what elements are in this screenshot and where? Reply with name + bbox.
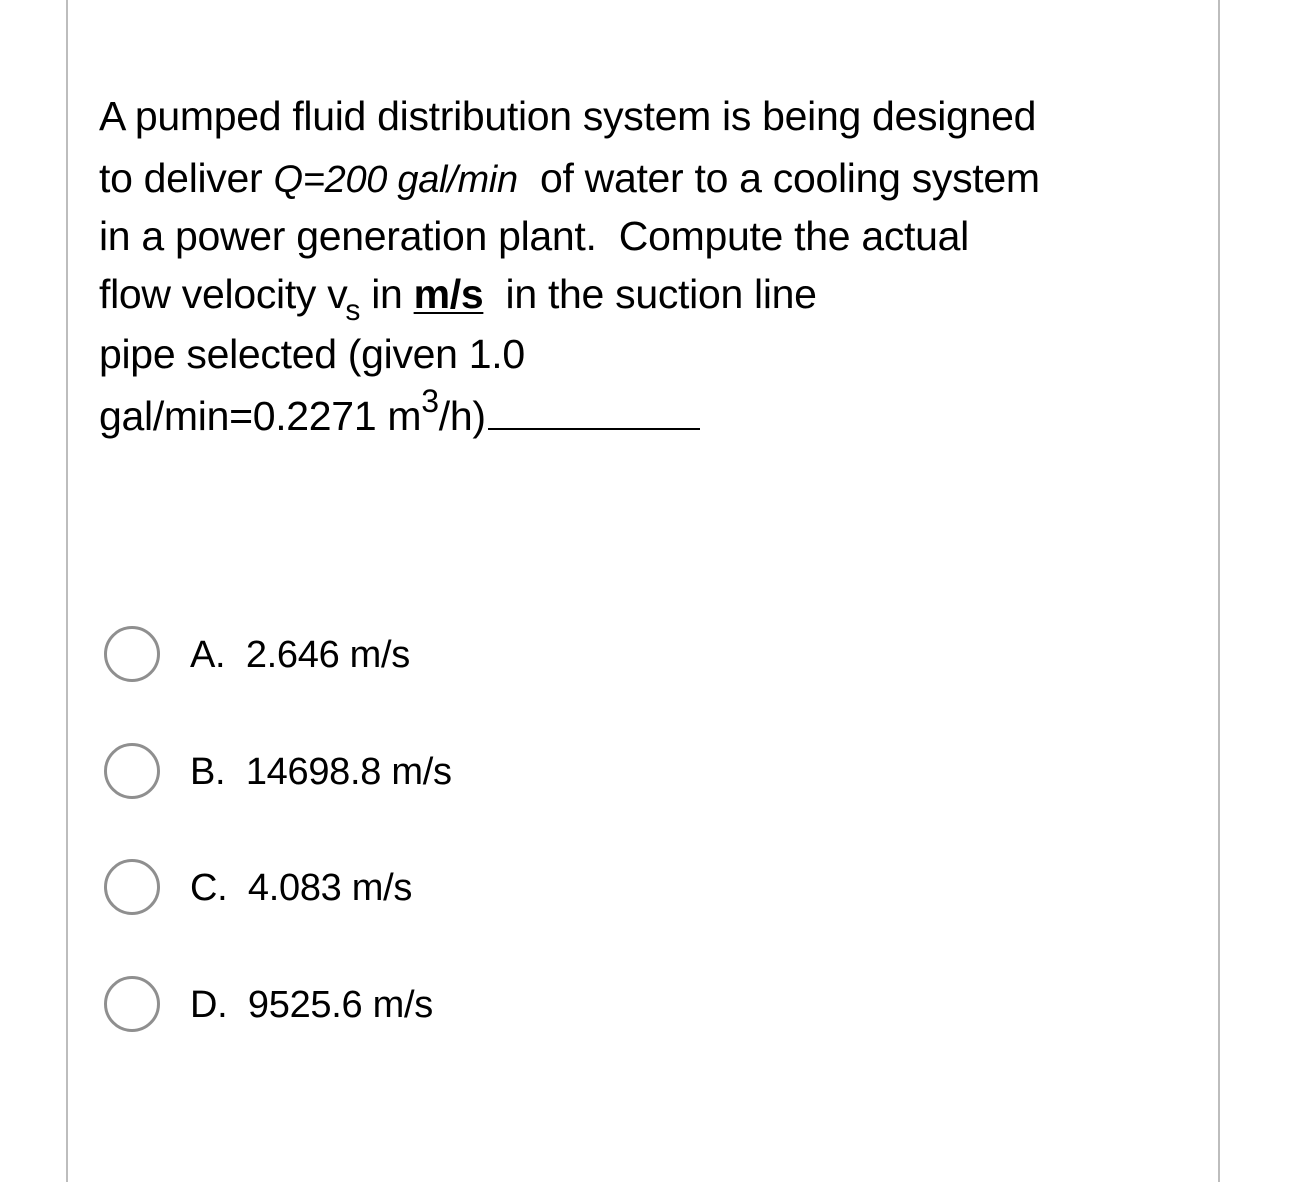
option-letter: A.	[190, 634, 226, 676]
question-line	[99, 213, 969, 259]
option-d[interactable]	[104, 974, 704, 1034]
question-text-span: A pumped fluid distribution system is being designed	[99, 93, 1037, 139]
option-value: 14698.8 m/s	[245, 751, 452, 793]
option-a[interactable]	[104, 624, 704, 684]
option-letter: B.	[190, 751, 226, 793]
option-letter: C.	[190, 867, 228, 909]
radio-button-icon[interactable]	[104, 626, 160, 682]
option-label	[190, 984, 433, 1027]
radio-button-icon[interactable]	[104, 859, 160, 915]
option-value: 2.646 m/s	[245, 634, 410, 676]
radio-button-icon[interactable]	[104, 976, 160, 1032]
question-text-span: pipe selected (given 1.0	[99, 331, 525, 377]
question-text-span: /h)	[438, 393, 486, 439]
question-text-span: in the suction line	[483, 271, 817, 317]
question-line	[99, 93, 1037, 139]
question-text-span: gal/min=0.2271 m	[99, 393, 422, 439]
question-line	[99, 155, 1040, 201]
question-line	[99, 331, 525, 377]
question-line	[99, 271, 817, 327]
option-label	[190, 751, 452, 794]
option-b[interactable]	[104, 741, 704, 801]
question-text-span: to deliver	[99, 155, 274, 201]
option-label	[190, 867, 412, 910]
cubic-superscript: 3	[421, 383, 439, 419]
velocity-subscript: s	[345, 294, 361, 327]
option-letter: D.	[190, 984, 228, 1026]
required-unit: m/s	[413, 271, 484, 317]
radio-button-icon[interactable]	[104, 743, 160, 799]
question-text-span: flow velocity v	[99, 271, 348, 317]
question-text-span: in	[360, 271, 414, 317]
question-text-span: of water to a cooling system	[517, 155, 1040, 201]
option-value: 4.083 m/s	[247, 867, 413, 909]
answer-blank-line	[488, 398, 700, 430]
option-c[interactable]	[104, 857, 704, 917]
question-text-span: in a power generation plant. Compute the actual	[99, 213, 969, 259]
question-line	[99, 383, 700, 439]
option-value: 9525.6 m/s	[247, 984, 433, 1026]
flow-rate-expression: Q=200 gal/min	[273, 159, 518, 201]
option-label	[190, 634, 410, 677]
